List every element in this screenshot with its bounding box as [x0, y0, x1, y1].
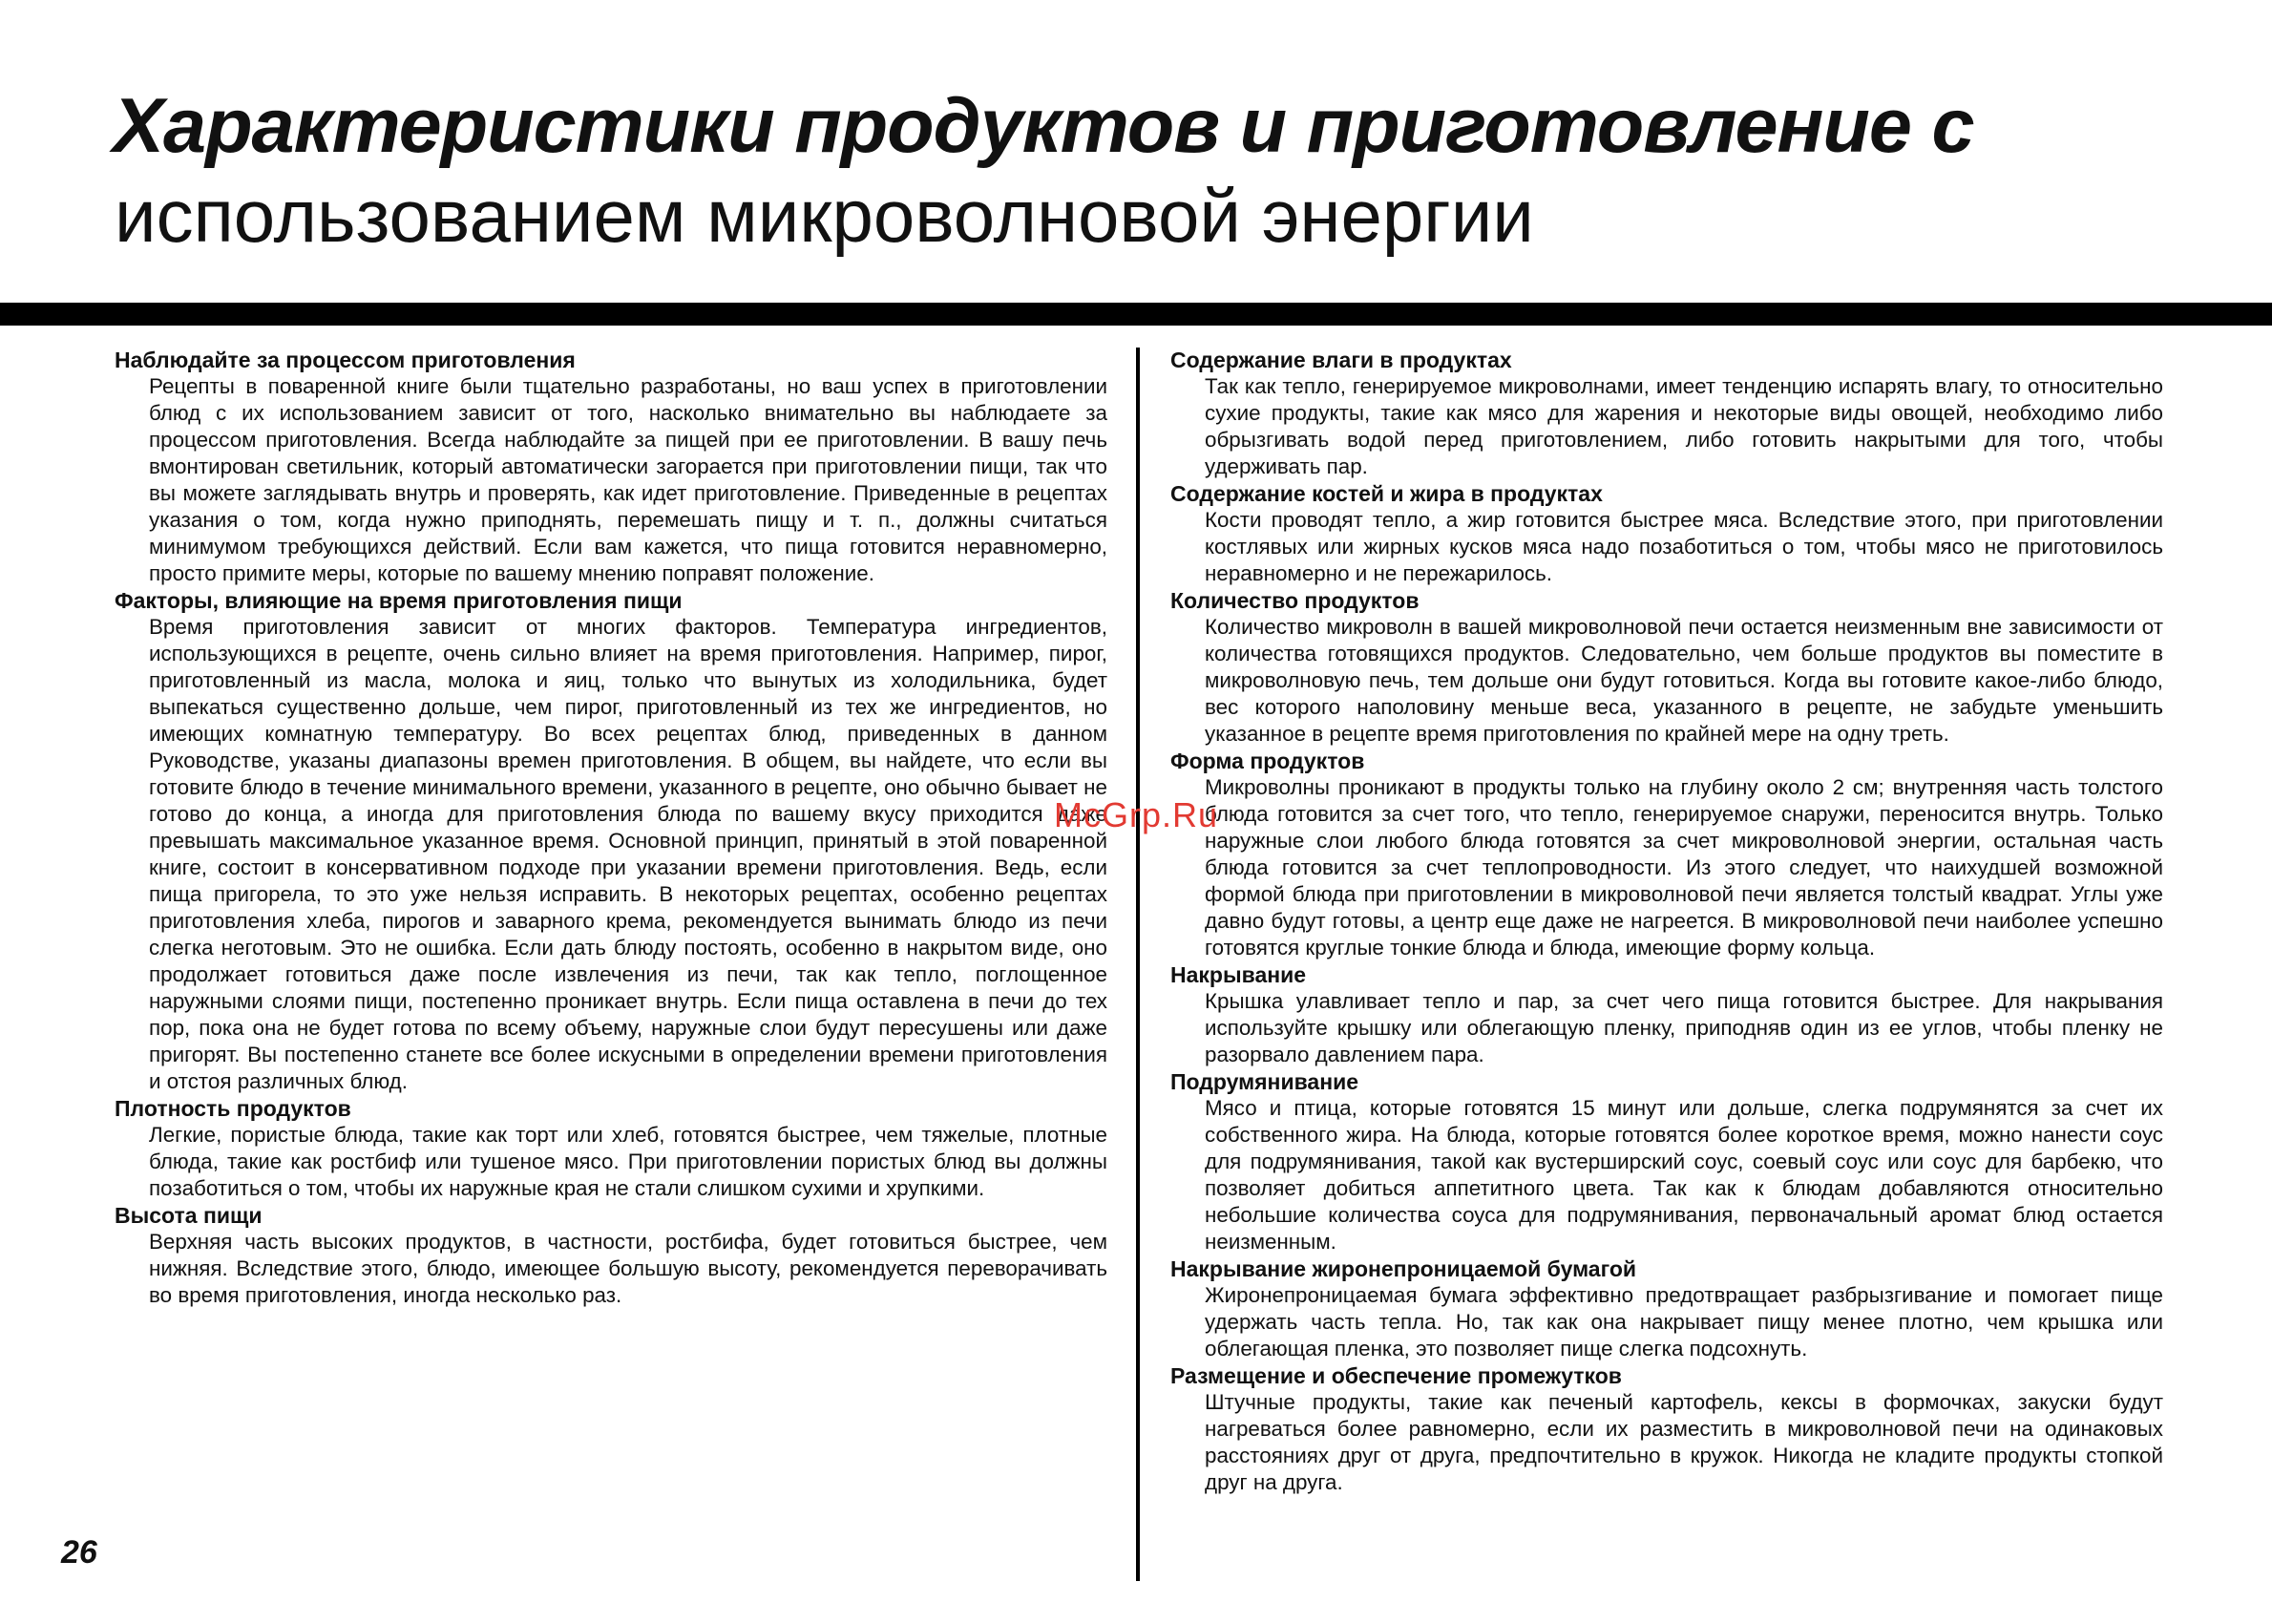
section-heading: Высота пищи: [115, 1203, 263, 1228]
section-text: Крышка улавливает тепло и пар, за счет чего пища готовится быстрее. Для накрывания используйте крышку или облегающую пленку, приподняв один из ее углов, чтобы пленку не разорвало давлением пара.: [1205, 989, 2163, 1066]
section-heading: Подрумянивание: [1170, 1069, 1359, 1094]
section-text: Количество микроволн в вашей микроволновой печи остается неизменным вне зависимости от количества готовящихся продуктов. Следовательно, чем больше продуктов вы поместите в микроволновую печь, тем дольше они будут готовиться. Когда вы готовите какое-либо блюдо, вес которого наполовину меньше веса, указанного в рецепте, не забудьте уменьшить указанное в рецепте время приготовления по крайней мере на одну треть.: [1205, 615, 2163, 746]
section-covering: [1170, 961, 2163, 1068]
section-food-height: [115, 1202, 1107, 1309]
section-heading: Накрывание: [1170, 962, 1307, 987]
section-heading: Накрывание жиронепроницаемой бумагой: [1170, 1256, 1637, 1281]
page-title-line-1: Характеристики продуктов и приготовление с: [113, 83, 1974, 169]
section-heading: Наблюдайте за процессом приготовления: [115, 348, 576, 372]
section-heading: Содержание костей и жира в продуктах: [1170, 481, 1603, 506]
right-column: [1170, 347, 2163, 1496]
section-heading: Размещение и обеспечение промежутков: [1170, 1363, 1622, 1388]
column-divider: [1136, 348, 1140, 1581]
section-watch-cooking: [115, 347, 1107, 587]
section-text: Мясо и птица, которые готовятся 15 минут или дольше, слегка подрумянятся за счет их собственного жира. На блюда, которые готовятся более короткое время, можно нанести соус для подрумянивания, такой как вустерширский соус, соевый соус или соус для барбекю, что позволяет добиться аппетитного цвета. Так как к блюдам добавляются относительно небольшие количества соуса для подрумянивания, первоначальный аромат блюд остается неизменным.: [1205, 1096, 2163, 1254]
section-heading: Форма продуктов: [1170, 749, 1365, 773]
watermark: McGrp.Ru: [1054, 795, 1219, 834]
page-title-line-2: использованием микроволновой энергии: [115, 174, 1534, 258]
section-heading: Количество продуктов: [1170, 588, 1420, 613]
section-heading: Плотность продуктов: [115, 1096, 351, 1121]
header-rule: [0, 303, 2272, 326]
section-arrangement: [1170, 1362, 2163, 1496]
section-text: Штучные продукты, такие как печеный картофель, кексы в формочках, закуски будут нагреваться более равномерно, если их разместить в микроволновой печи на одинаковых расстояниях друг от друга, предпочтительно в кружок. Никогда не кладите продукты стопкой друг на друга.: [1205, 1390, 2163, 1494]
section-moisture: [1170, 347, 2163, 480]
section-text: Микроволны проникают в продукты только на глубину около 2 см; внутренняя часть толстого блюда готовится за счет того, что тепло, генерируемое снаружи, переносится внутрь. Только наружные слои любого блюда готовятся за счет микроволновой энергии, остальная часть блюда готовится за счет теплопроводности. Из этого следует, что наихудшей возможной формой блюда при приготовлении в микроволновой печи является толстый квадрат. Углы уже давно будут готовы, а центр еще даже не нагреется. В микроволновой печи наиболее успешно готовятся круглые тонкие блюда и блюда, имеющие форму кольца.: [1205, 775, 2163, 960]
section-text: Верхняя часть высоких продуктов, в частности, ростбифа, будет готовиться быстрее, чем нижняя. Вследствие этого, блюдо, имеющее большую высоту, рекомендуется переворачивать во время приготовления, иногда несколько раз.: [149, 1230, 1107, 1307]
section-text: Так как тепло, генерируемое микроволнами, имеет тенденцию испарять влагу, то относительно сухие продукты, такие как мясо для жарения и некоторые виды овощей, необходимо либо обрызгивать водой перед приготовлением, либо готовить накрытыми для того, чтобы удерживать пар.: [1205, 374, 2163, 478]
section-heading: Факторы, влияющие на время приготовления пищи: [115, 588, 683, 613]
section-food-density: [115, 1095, 1107, 1202]
section-text: Легкие, пористые блюда, такие как торт или хлеб, готовятся быстрее, чем тяжелые, плотные блюда, такие как ростбиф или тушеное мясо. При приготовлении пористых блюд вы должны позаботиться о том, чтобы их наружные края не стали слишком сухими и хрупкими.: [149, 1123, 1107, 1200]
section-heading: Содержание влаги в продуктах: [1170, 348, 1512, 372]
section-cooking-time-factors: [115, 587, 1107, 1095]
left-column: [115, 347, 1107, 1309]
section-bones-fat: [1170, 480, 2163, 587]
section-shape: [1170, 748, 2163, 961]
section-wax-paper: [1170, 1255, 2163, 1362]
section-text: Рецепты в поваренной книге были тщательно разработаны, но ваш успех в приготовлении блюд с их использованием зависит от того, насколько внимательно вы наблюдаете за процессом приготовления. Всегда наблюдайте за пищей при ее приготовлении. В вашу печь вмонтирован светильник, который автоматически загорается при приготовлении пищи, так что вы можете заглядывать внутрь и проверять, как идет приготовление. Приведенные в рецептах указания о том, когда нужно приподнять, перемешать пищу и т. п., должны считаться минимумом требующихся действий. Если вам кажется, что пища готовится неравномерно, просто примите меры, которые по вашему мнению поправят положение.: [149, 374, 1107, 585]
section-quantity: [1170, 587, 2163, 748]
section-text: Время приготовления зависит от многих факторов. Температура ингредиентов, использующихся в рецепте, очень сильно влияет на время приготовления. Например, пирог, приготовленный из масла, молока и яиц, только что вынутых из холодильника, будет выпекаться существенно дольше, чем пирог, приготовленный из тех же ингредиентов, но имеющих комнатную температуру. Во всех рецептах блюд, приведенных в данном Руководстве, указаны диапазоны времен приготовления. В общем, вы найдете, что если вы готовите блюдо в течение минимального времени, указанного в рецепте, оно обычно бывает не готово до конца, а иногда для приготовления блюда по вашему вкусу приходится даже превышать максимальное указанное время. Основной принцип, принятый в этой поваренной книге, состоит в консервативном подходе при указании времени приготовления. Ведь, если пища пригорела, то это уже нельзя исправить. В некоторых рецептах, особенно рецептах приготовления хлеба, пирогов и заварного крема, рекомендуется вынимать блюдо из печи слегка неготовым. Это не ошибка. Если дать блюду постоять, особенно в накрытом виде, оно продолжает готовиться даже после извлечения из печи, так как тепло, поглощенное наружными слоями пищи, постепенно проникает внутрь. Если пища оставлена в печи до тех пор, пока она не будет готова по всему объему, наружные слои будут пересушены или даже пригорят. Вы постепенно станете все более искусными в определении времени приготовления и отстоя различных блюд.: [149, 615, 1107, 1093]
page-number: 26: [61, 1534, 97, 1571]
section-text: Жиронепроницаемая бумага эффективно предотвращает разбрызгивание и помогает пище удержать часть тепла. Но, так как она накрывает пищу менее плотно, чем крышка или облегающая пленка, это позволяет пище слегка подсохнуть.: [1205, 1283, 2163, 1360]
section-text: Кости проводят тепло, а жир готовится быстрее мяса. Вследствие этого, при приготовлении костлявых или жирных кусков мяса надо позаботиться о том, чтобы мясо не приготовилось неравномерно и не пережарилось.: [1205, 508, 2163, 585]
section-browning: [1170, 1068, 2163, 1255]
